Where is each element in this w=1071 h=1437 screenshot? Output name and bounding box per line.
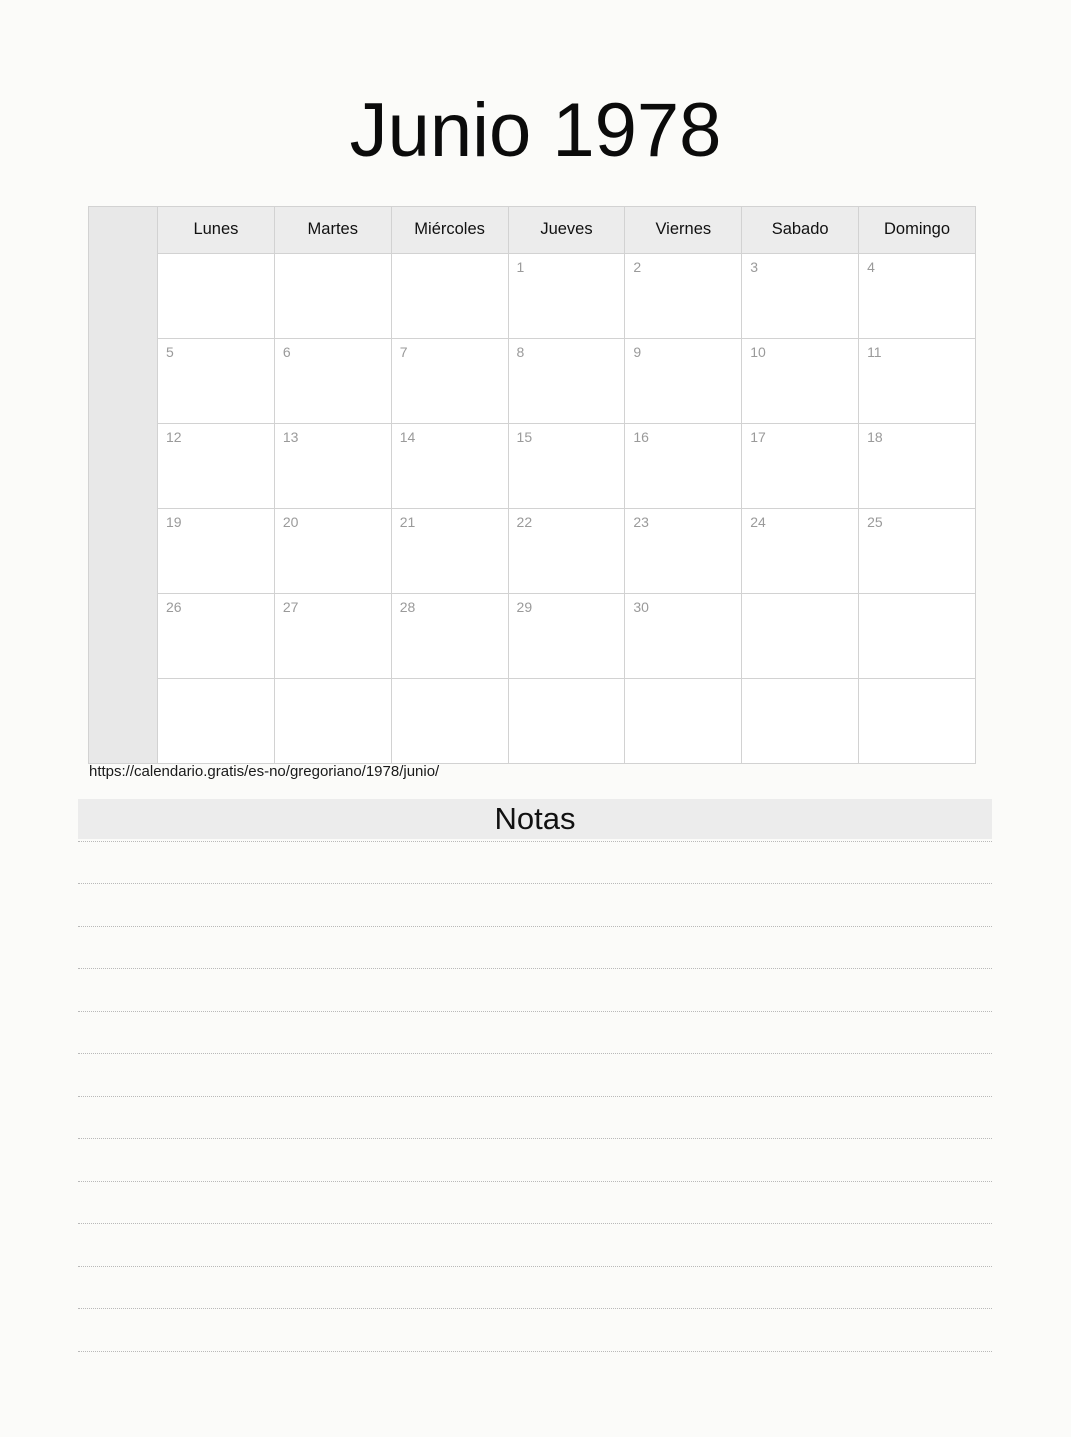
day-number: 22 (516, 513, 533, 530)
day-number: 21 (399, 513, 416, 530)
calendar-table (88, 206, 976, 764)
day-number (392, 254, 508, 260)
day-number: 16 (633, 428, 649, 445)
day-cell[interactable] (274, 678, 391, 763)
source-url[interactable]: https://calendario.gratis/es-no/gregoriano/1978/junio/ (89, 762, 440, 780)
day-cell[interactable] (859, 253, 976, 338)
day-number: 25 (867, 513, 883, 530)
day-number: 5 (166, 343, 174, 360)
day-number: 9 (633, 343, 642, 360)
day-cell[interactable] (158, 593, 275, 678)
page-title: Junio 1978 (349, 87, 722, 173)
notes-heading: Notas (78, 799, 992, 839)
day-cell[interactable] (391, 338, 508, 423)
day-cell[interactable] (508, 508, 625, 593)
weekday-header-sabado: Sabado (742, 206, 859, 253)
calendar-week-row (89, 508, 976, 593)
notes-line[interactable] (78, 1267, 992, 1310)
day-cell[interactable] (274, 253, 391, 338)
notes-line[interactable] (78, 1182, 992, 1225)
day-number: 3 (750, 258, 759, 275)
day-cell[interactable] (158, 338, 275, 423)
notes-lines[interactable] (78, 841, 992, 1352)
day-cell[interactable] (391, 593, 508, 678)
day-number: 11 (867, 343, 882, 360)
day-number (158, 254, 274, 260)
day-cell[interactable] (625, 253, 742, 338)
day-cell[interactable] (742, 253, 859, 338)
notes-line[interactable] (78, 927, 992, 970)
day-number: 8 (516, 343, 525, 360)
day-number (275, 254, 391, 260)
day-cell[interactable] (391, 253, 508, 338)
day-cell[interactable] (742, 338, 859, 423)
day-number: 13 (282, 428, 299, 445)
day-number: 29 (516, 598, 533, 615)
day-cell[interactable] (859, 338, 976, 423)
day-cell[interactable] (508, 678, 625, 763)
day-cell[interactable] (158, 253, 275, 338)
notes-line[interactable] (78, 1139, 992, 1182)
day-cell[interactable] (742, 423, 859, 508)
calendar-week-row (89, 423, 976, 508)
day-cell[interactable] (391, 678, 508, 763)
day-number: 30 (633, 598, 649, 615)
day-cell[interactable] (158, 423, 275, 508)
weekday-header-martes: Martes (274, 206, 391, 253)
calendar-week-row (89, 253, 976, 338)
day-cell[interactable] (391, 508, 508, 593)
day-cell[interactable] (859, 423, 976, 508)
day-number: 27 (282, 598, 299, 615)
day-cell[interactable] (625, 338, 742, 423)
day-cell[interactable] (158, 678, 275, 763)
calendar-page (0, 51, 1071, 1437)
day-cell[interactable] (625, 423, 742, 508)
day-number: 17 (750, 428, 766, 445)
day-number: 6 (282, 343, 291, 360)
day-cell[interactable] (508, 253, 625, 338)
day-number: 24 (750, 513, 766, 530)
day-cell[interactable] (274, 338, 391, 423)
calendar-week-row (89, 338, 976, 423)
day-cell[interactable] (274, 423, 391, 508)
day-number: 12 (166, 428, 182, 445)
weekday-header-miercoles: Miércoles (391, 206, 508, 253)
day-cell[interactable] (859, 508, 976, 593)
notes-line[interactable] (78, 969, 992, 1012)
day-number: 7 (399, 343, 408, 360)
day-cell[interactable] (625, 593, 742, 678)
day-number: 4 (867, 258, 875, 275)
day-cell[interactable] (508, 338, 625, 423)
day-number: 10 (750, 343, 766, 360)
day-cell[interactable] (508, 593, 625, 678)
notes-line[interactable] (78, 1054, 992, 1097)
day-number: 2 (633, 258, 642, 275)
day-number: 26 (166, 598, 182, 615)
day-cell[interactable] (625, 508, 742, 593)
weekday-header-lunes: Lunes (158, 206, 275, 253)
day-number: 20 (282, 513, 299, 530)
day-cell[interactable] (508, 423, 625, 508)
notes-line[interactable] (78, 1012, 992, 1055)
day-number: 14 (399, 428, 416, 445)
weekday-header-viernes: Viernes (625, 206, 742, 253)
notes-line[interactable] (78, 841, 992, 885)
weekday-header-domingo: Domingo (859, 206, 976, 253)
day-cell[interactable] (742, 593, 859, 678)
day-cell[interactable] (625, 678, 742, 763)
day-cell[interactable] (391, 423, 508, 508)
calendar-header-row (89, 206, 976, 253)
calendar-container (88, 206, 976, 764)
notes-line[interactable] (78, 884, 992, 927)
day-number: 23 (633, 513, 649, 530)
day-cell[interactable] (158, 508, 275, 593)
day-cell[interactable] (742, 508, 859, 593)
calendar-week-row (89, 678, 976, 763)
day-number: 18 (867, 428, 883, 445)
day-cell[interactable] (742, 678, 859, 763)
day-cell[interactable] (859, 593, 976, 678)
day-number: 28 (399, 598, 416, 615)
day-cell[interactable] (274, 508, 391, 593)
calendar-week-row (89, 593, 976, 678)
calendar-left-gutter (89, 206, 158, 763)
day-cell[interactable] (859, 678, 976, 763)
notes-line[interactable] (78, 1224, 992, 1267)
notes-line[interactable] (78, 1097, 992, 1140)
day-number: 19 (166, 513, 182, 530)
day-number: 15 (516, 428, 533, 445)
day-cell[interactable] (274, 593, 391, 678)
day-number: 1 (516, 258, 525, 275)
notes-line[interactable] (78, 1309, 992, 1352)
weekday-header-jueves: Jueves (508, 206, 625, 253)
